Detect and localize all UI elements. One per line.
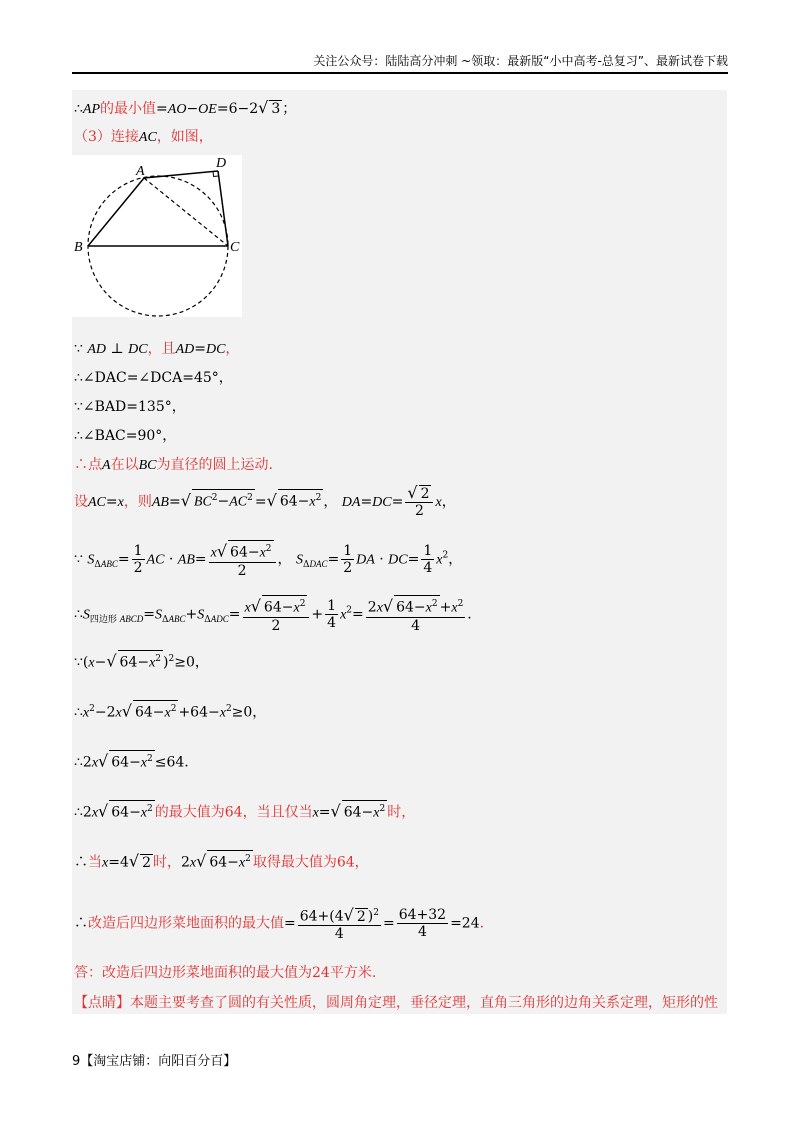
line-when-x: ∴当x=4√ 2 时，2x√ $64-x^2$ 取得最大值为64， xyxy=(74,851,369,871)
segment-dc xyxy=(218,171,228,246)
line-point-a-circle: ∴点A在以BC为直径的圆上运动. xyxy=(74,457,273,473)
line-max-64: ∴2x√ $64-x^2$ 的最大值为64，当且仅当x=√ $64-x^2$ 时， xyxy=(74,801,416,821)
label-c: C xyxy=(230,240,240,255)
segment-ac xyxy=(144,178,228,246)
label-b: B xyxy=(74,240,83,255)
line-angle-bac: ∴∠BAC=90°， xyxy=(74,428,177,444)
line-angle-bad: ∵∠BAD=135°， xyxy=(74,399,186,415)
page-footer: 9【淘宝店铺：向阳百分百】 xyxy=(72,1054,237,1069)
line-ad-perp-dc: ∵ AD ⊥ DC，且AD=DC， xyxy=(74,341,240,357)
line-quad-area: $\therefore S_{四边形 ABCD}=S_{\Delta ABC}+S_{\Delta ADC}=$ $\frac{x√ 64-x^2}{2}$ + $\frac{1}{4}$ $x^2=$ $\frac{2x√ 64-x^2 +x^2}{4}$ . xyxy=(74,596,472,634)
line-part3: （3）连接AC，如图， xyxy=(74,129,213,145)
label-a: A xyxy=(136,164,145,179)
line-final-max: ∴改造后四边形菜地面积的最大值= $\frac{64+(4√ 2 )^2}{4}$ = $\frac{64+32}{4}$ =24. xyxy=(74,905,485,942)
line-ineq: ∴2x√ $64-x^2 \le 64$. xyxy=(74,751,189,771)
line-areas: ∵ $S_{\Delta ABC}=$ $\frac{1}{2}$ AC · AB= $\frac{x√ 64-x^2}{2}$ ， $S_{\Delta DAC}=$ $\frac{1}{2}$ DA · DC= $\frac{1}{4}$ $x^2$， xyxy=(74,541,463,579)
answer-line: 答：改造后四边形菜地面积的最大值为24平方米. xyxy=(74,965,377,981)
line-set-ac-x: 设AC=x，则AB=√ $BC^2-AC^2$ =√ $64-x^2$ ， DA=DC= $\frac{√ 2}{2}$ x， xyxy=(74,483,456,519)
page-header: 关注公众号：陆陆高分冲刺 ~领取：最新版“小中高考-总复习”、最新试卷下载 xyxy=(313,54,728,68)
line-square-nonneg: ∵(x−√ $64-x^2$ )$^2$≥0， xyxy=(74,651,209,671)
geometry-figure xyxy=(72,155,242,317)
segment-ad xyxy=(144,171,218,178)
comment-line: 【点睛】本题主要考查了圆的有关性质，圆周角定理，垂径定理，直角三角形的边角关系定理，矩形的性 xyxy=(74,995,718,1011)
circle-diagram xyxy=(72,155,242,317)
line-expand: $\therefore x^2-2x√$ $64-x^2 +64-x^2\ge 0$， xyxy=(74,701,267,721)
line-min-ap: ∴AP的最小值=AO−OE=6−2√ 3 ； xyxy=(74,98,297,117)
line-angle-dac: ∴∠DAC=∠DCA=45°， xyxy=(74,370,233,386)
header-rule xyxy=(72,72,728,74)
label-d: D xyxy=(216,156,227,171)
